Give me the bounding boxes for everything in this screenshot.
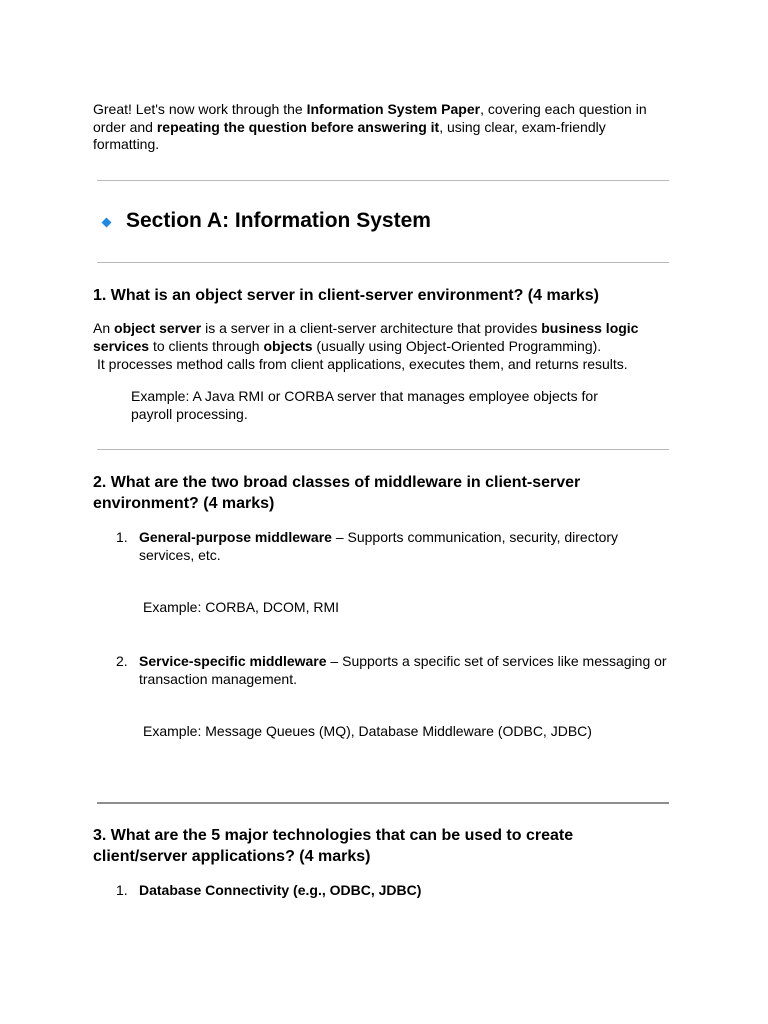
list-item-example: Example: Message Queues (MQ), Database Middleware (ODBC, JDBC): [143, 723, 592, 739]
list-item: Database Connectivity (e.g., ODBC, JDBC): [139, 882, 422, 898]
bold-objects: objects: [263, 337, 313, 354]
intro-paragraph: [93, 101, 673, 154]
intro-bold-paper: Information System Paper: [306, 101, 481, 117]
blue-diamond-icon: [102, 218, 112, 228]
list-number: 1.: [116, 529, 128, 545]
intro-text: , using clear, exam-friendly formatting.: [93, 118, 606, 152]
question-1-example: Example: A Java RMI or CORBA server that manages employee objects for payroll processing.: [131, 388, 598, 422]
question-1-answer: An object server is a server in a client-server architecture that provides business logic services to clients through objects (usually using Object-Oriented Programming).: [93, 320, 639, 354]
divider: [97, 262, 669, 263]
question-1-answer-line2: It processes method calls from client applications, executes them, and returns results.: [97, 356, 628, 372]
divider: [97, 802, 669, 804]
bold-business-logic: business logic services: [93, 320, 639, 354]
intro-text: , covering each question in order and: [93, 101, 647, 135]
divider: [97, 180, 669, 181]
intro-bold-instruction: repeating the question before answering it: [156, 118, 440, 135]
list-number: 2.: [116, 653, 128, 669]
bold-object-server: object server: [114, 320, 202, 336]
question-3-title: 3. What are the 5 major technologies that can be used to create client/server applications? (4 marks): [93, 827, 574, 865]
divider: [97, 449, 669, 450]
list-item: General-purpose middleware – Supports communication, security, directory services, etc.: [139, 529, 619, 563]
question-2-title: 2. What are the two broad classes of middleware in client-server environment? (4 marks): [93, 474, 581, 512]
question-1-title: 1. What is an object server in client-server environment? (4 marks): [93, 287, 599, 304]
list-number: 1.: [116, 882, 128, 898]
list-item: Service-specific middleware – Supports a specific set of services like messaging or transaction management.: [139, 653, 667, 687]
section-title: Section A: Information System: [126, 209, 431, 232]
list-item-example: Example: CORBA, DCOM, RMI: [143, 599, 340, 615]
intro-text: Great! Let's now work through the: [93, 101, 307, 117]
